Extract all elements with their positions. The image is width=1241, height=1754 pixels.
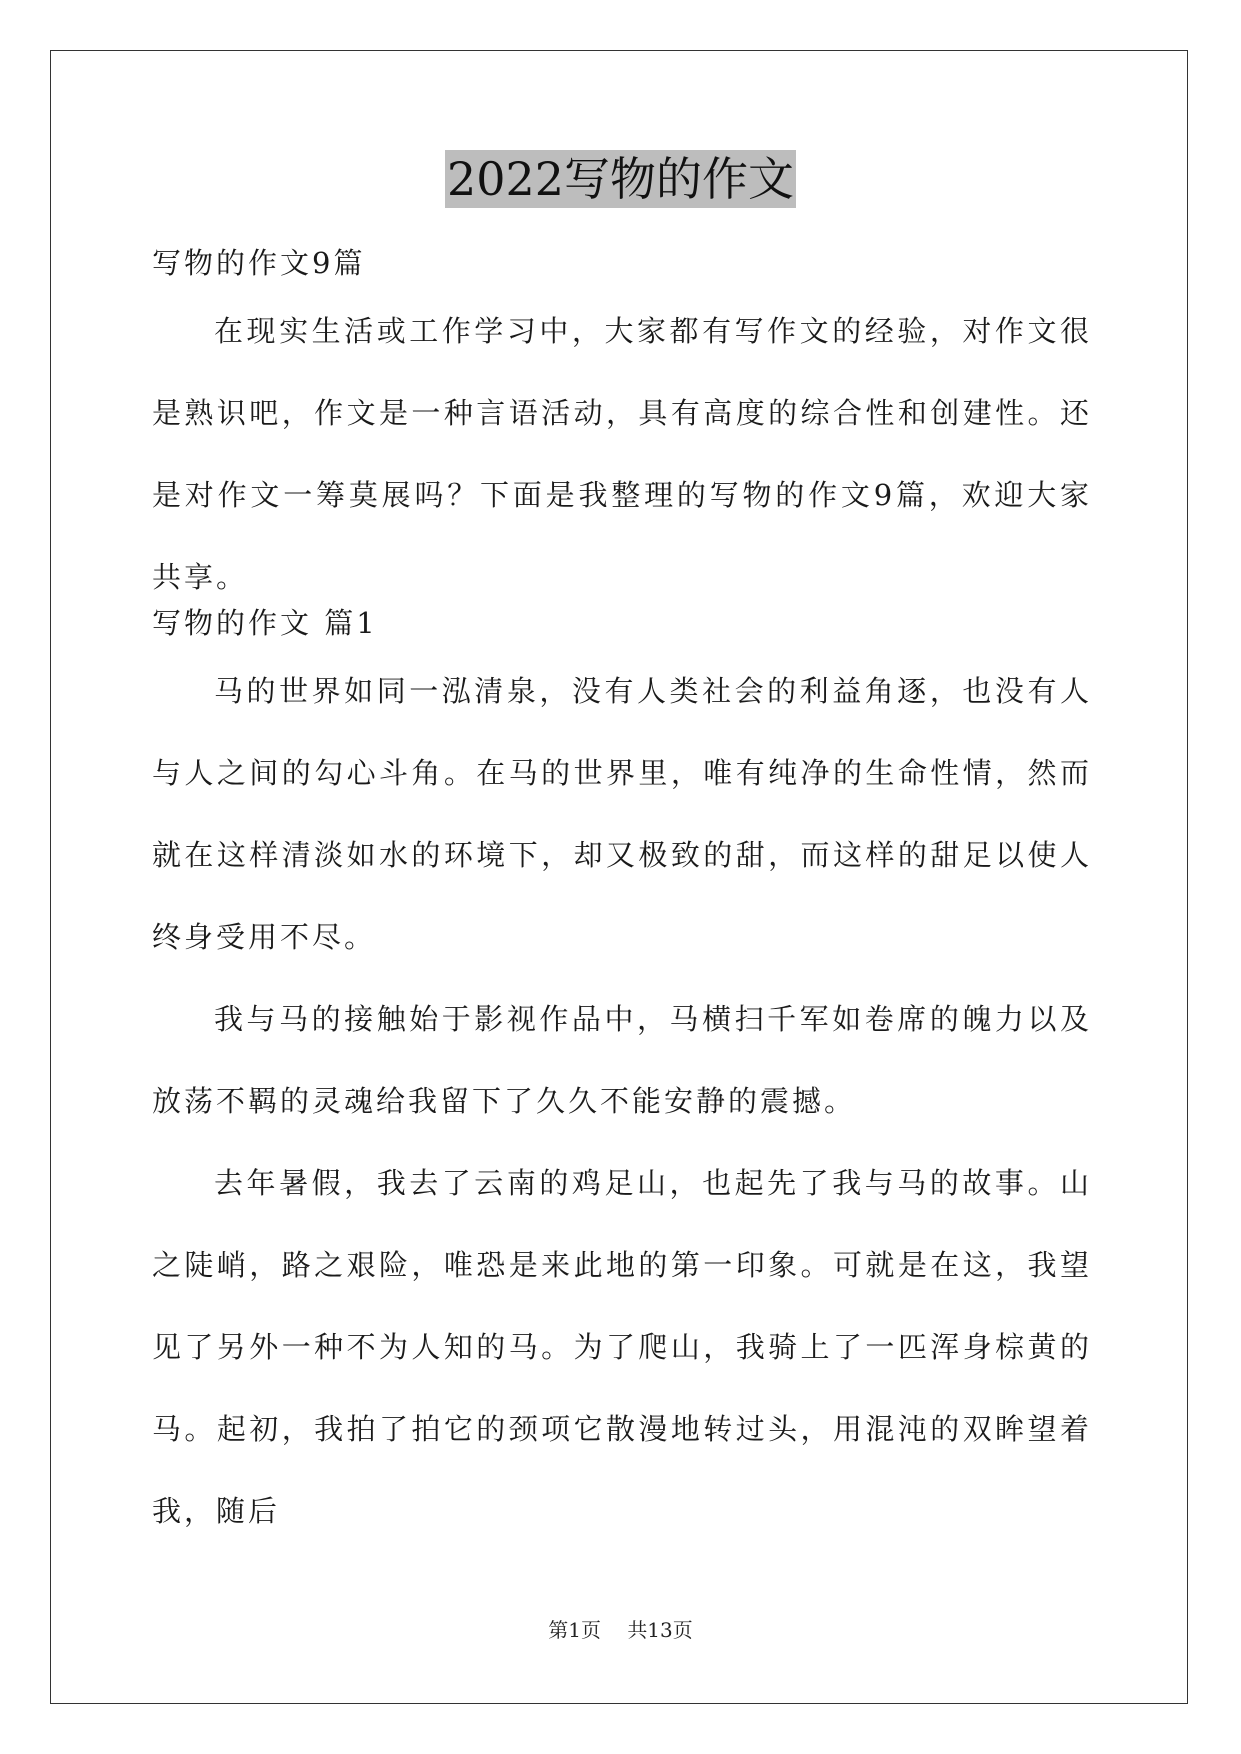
- body-paragraph: 马的世界如同一泓清泉，没有人类社会的利益角逐，也没有人与人之间的勾心斗角。在马的世界里，唯有纯净的生命性情，然而就在这样清淡如水的环境下，却又极致的甜，而这样的甜足以使人终身受用不尽。: [152, 674, 1092, 954]
- page-total: 共13页: [627, 1618, 693, 1642]
- document-title-text: 2022写物的作文: [446, 152, 795, 206]
- page-footer: [0, 1614, 1241, 1643]
- document-title: [0, 150, 1241, 208]
- document-subtitle: 写物的作文9篇: [152, 246, 366, 280]
- subtitle-block: [152, 243, 1092, 283]
- section-heading: 写物的作文 篇1: [152, 606, 378, 640]
- intro-block: [152, 290, 1092, 618]
- body-block: [152, 650, 1092, 1552]
- intro-paragraph: 在现实生活或工作学习中，大家都有写作文的经验，对作文很是熟识吧，作文是一种言语活动，具有高度的综合性和创建性。还是对作文一筹莫展吗？下面是我整理的写物的作文9篇，欢迎大家共享。: [152, 314, 1092, 594]
- section-heading-block: [152, 603, 1092, 643]
- body-paragraph: 我与马的接触始于影视作品中，马横扫千军如卷席的魄力以及放荡不羁的灵魂给我留下了久久不能安静的震撼。: [152, 1002, 1092, 1118]
- page-number: 第1页: [548, 1618, 601, 1642]
- body-paragraph: 去年暑假，我去了云南的鸡足山，也起先了我与马的故事。山之陡峭，路之艰险，唯恐是来此地的第一印象。可就是在这，我望见了另外一种不为人知的马。为了爬山，我骑上了一匹浑身棕黄的马。起初，我拍了拍它的颈项它散漫地转过头，用混沌的双眸望着我，随后: [152, 1166, 1092, 1528]
